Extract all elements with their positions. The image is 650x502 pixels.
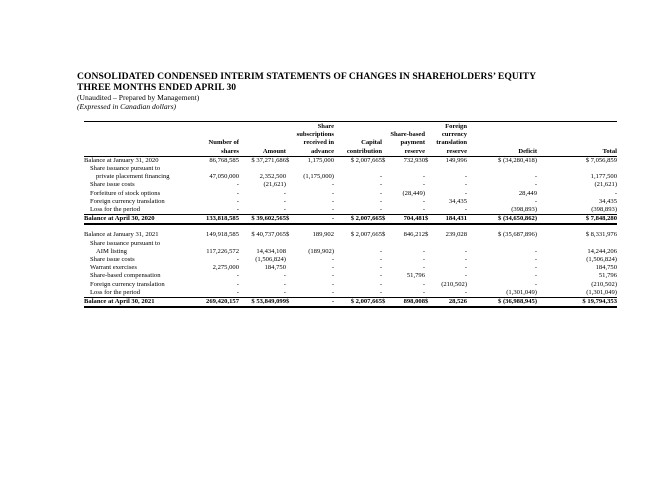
table-cell: 86,768,585 [209,156,239,164]
table-cell [537,165,617,173]
table-cell: 14,434,108 [256,247,286,255]
table-cell: 47,050,000 [209,173,239,181]
table-cell [286,198,296,206]
equity-table [84,123,617,308]
table-cell [382,173,392,181]
table-cell: - [379,256,383,264]
row-label: Balance at April 30, 2021 [84,298,192,308]
table-cell: - [534,272,538,280]
table-cell: (1,301,049) [586,288,618,296]
table-cell [382,165,392,173]
table-cell [392,165,425,173]
table-cell: $ [286,215,296,225]
table-cell: - [534,247,538,255]
row-label: Loss for the period [90,206,140,214]
table-cell: $ 7,056,859 [585,156,618,164]
table-cell [425,272,435,280]
table-row [84,165,617,173]
table-cell [286,190,296,198]
table-cell: - [464,173,468,181]
table-cell: - [534,280,538,288]
table-row [84,181,617,189]
table-top-rule [84,121,617,122]
table-cell: $ (34,650,862) [467,215,537,225]
table-cell: - [331,197,335,205]
table-cell [286,272,296,280]
table-cell: 2,352,500 [259,173,286,181]
table-cell: 184,431 [435,215,467,225]
table-header [84,123,617,156]
table-cell: - [534,256,538,264]
table-cell: - [379,189,383,197]
table-cell [382,272,392,280]
statement-title: CONSOLIDATED CONDENSED INTERIM STATEMENTS OF CHANGES IN SHAREHOLDERS’ EQUITY [77,71,537,82]
table-cell: $ 53,849,099 [239,298,286,308]
table-cell [425,198,435,206]
table-cell: - [464,247,468,255]
table-cell [425,256,435,264]
table-cell: - [379,247,383,255]
col-header-total: Total [537,123,617,156]
table-cell: - [236,206,239,214]
table-row [84,289,617,298]
table-cell: - [283,189,286,197]
table-cell: - [236,197,239,205]
table-cell: - [464,272,468,280]
table-cell [382,281,392,289]
row-label: Share issuance pursuant to [90,239,161,247]
table-cell: - [296,298,334,308]
statement-period: THREE MONTHS ENDED APRIL 30 [77,82,237,93]
table-cell: $ [425,156,429,164]
table-cell: 51,796 [598,272,618,280]
table-cell [286,165,296,173]
table-cell: - [422,256,426,264]
table-cell: $ 19,794,353 [537,298,617,308]
table-cell: 28,449 [518,189,538,197]
statement-header [77,71,536,111]
row-label: Balance at January 31, 2020 [84,156,159,164]
table-cell [286,289,296,298]
table-cell [382,198,392,206]
table-cell: - [464,288,468,296]
label-column-header [84,123,192,156]
table-cell: 704,481 [392,215,425,225]
table-cell [425,206,435,215]
table-cell: - [534,197,538,205]
table-cell: - [236,288,239,296]
table-cell [392,240,425,248]
table-cell [425,181,435,189]
table-cell: 1,175,000 [307,156,335,164]
table-cell: - [379,288,383,296]
table-cell: (21,621) [263,181,286,189]
table-cell [239,240,286,248]
table-cell: - [331,189,335,197]
table-cell: 149,996 [445,156,468,164]
table-cell: - [422,288,426,296]
table-cell: $ [382,156,386,164]
table-cell [425,240,435,248]
table-cell: - [534,264,538,272]
table-cell: - [331,288,335,296]
table-cell: - [236,256,239,264]
col-header-deficit: Deficit [467,123,537,156]
table-cell: - [379,181,383,189]
table-cell: - [236,272,239,280]
table-cell: - [464,264,468,272]
table-cell [382,181,392,189]
table-cell [467,165,537,173]
row-label: private placement financing [96,173,170,181]
balance-total-row [84,215,617,225]
table-cell: - [422,206,426,214]
table-cell: $ 8,331,976 [585,231,618,239]
table-cell: - [331,264,335,272]
table-cell: 14,244,206 [587,247,618,255]
table-cell: 51,796 [406,272,426,280]
table-cell [537,240,617,248]
table-cell: - [422,247,426,255]
statement-currency-note: (Expressed in Canadian dollars) [77,102,177,111]
table-cell: $ 37,271,686 [251,156,286,164]
table-cell: - [614,189,618,197]
table-cell: $ 2,007,665 [334,298,382,308]
table-cell [334,165,382,173]
table-body [84,156,617,307]
table-cell: $ [286,156,290,164]
table-cell: - [236,189,239,197]
table-row [84,173,617,181]
table-row [84,248,617,256]
table-cell: - [331,280,335,288]
table-cell [425,281,435,289]
table-cell: 28,526 [435,298,467,308]
table-cell [192,240,239,248]
table-row [84,264,617,272]
table-cell [334,240,382,248]
table-cell: 184,750 [595,264,618,272]
row-label: Share issue costs [90,181,135,189]
table-cell: 2,275,000 [212,264,239,272]
table-cell: - [422,173,426,181]
table-cell: $ [425,298,435,308]
table-cell [382,248,392,256]
table-cell [286,206,296,215]
table-cell [286,240,296,248]
table-cell [296,240,334,248]
table-cell: (189,902) [308,247,335,255]
table-cell: - [331,206,335,214]
table-cell: $ (34,280,418) [498,156,538,164]
row-label: Share issuance pursuant to [90,165,161,173]
statement-note: (Unaudited – Prepared by Management) [77,93,200,102]
col-header-share-subscriptions: Share subscriptions received in advance [286,123,334,156]
table-cell: (28,449) [402,189,426,197]
table-cell: - [379,264,383,272]
table-cell [425,248,435,256]
table-cell: $ [286,231,290,239]
table-cell: 1,177,500 [590,173,618,181]
table-cell: $ [286,298,296,308]
table-cell: - [534,173,538,181]
table-cell: - [331,256,335,264]
table-cell: - [422,197,426,205]
table-cell: - [379,197,383,205]
table-cell: $ 40,737,065 [251,231,286,239]
col-header-capital-contribution: Capital contribution [334,123,382,156]
table-cell [192,165,239,173]
table-cell: 189,902 [312,231,335,239]
table-cell: - [464,189,468,197]
table-cell: (1,506,824) [255,256,286,264]
table-row [84,281,617,289]
table-cell: (210,502) [591,280,618,288]
table-cell: $ 2,007,665 [350,156,383,164]
table-cell: - [283,288,286,296]
table-row [84,156,617,165]
table-cell: $ 2,007,665 [350,231,383,239]
table-cell: 149,918,585 [206,231,239,239]
table-cell: 732,930 [403,156,426,164]
table-cell: - [236,280,239,288]
row-label: Balance at April 30, 2020 [84,215,192,225]
table-cell: 898,008 [392,298,425,308]
table-cell: $ 39,602,565 [239,215,286,225]
col-header-number-of-shares: Number of shares [192,123,239,156]
row-label: Share-based compensation [90,272,161,280]
col-header-foreign-currency-reserve: Foreign currency translation reserve [425,123,467,156]
table-cell [239,165,286,173]
table-cell: 117,226,572 [206,247,239,255]
table-cell: $ [425,231,429,239]
table-cell: - [296,215,334,225]
table-cell: (398,893) [591,206,618,214]
row-label: Foreign currency translation [90,197,165,205]
table-cell [425,190,435,198]
table-cell: 34,435 [598,197,618,205]
table-cell: (1,506,824) [586,256,618,264]
table-cell [382,240,392,248]
table-cell: 184,750 [264,264,286,272]
col-header-share-based-payment-reserve: Share-based payment reserve [382,123,425,156]
table-cell: $ (35,687,896) [498,231,538,239]
table-cell: - [283,197,286,205]
table-cell: 239,028 [445,231,468,239]
table-cell: - [534,181,538,189]
table-cell [425,289,435,298]
table-cell: - [464,206,468,214]
table-cell: - [379,280,383,288]
table-cell [286,181,296,189]
table-cell: - [422,181,426,189]
table-cell [425,173,435,181]
table-cell: 846,212 [403,231,426,239]
table-row [84,240,617,248]
table-cell: $ [425,215,435,225]
table-cell: - [422,264,426,272]
table-cell [435,240,467,248]
table-row [84,206,617,215]
table-cell [382,264,392,272]
table-row [84,231,617,239]
table-cell [382,256,392,264]
table-cell: $ [382,298,392,308]
table-cell [435,165,467,173]
table-cell [286,173,296,181]
table-cell: - [422,280,426,288]
table-cell [425,165,435,173]
table-cell: $ (36,988,945) [467,298,537,308]
table-cell: $ [382,231,386,239]
table-cell: $ 7,848,280 [537,215,617,225]
table-cell: (1,301,049) [506,288,538,296]
table-cell: - [331,272,335,280]
row-label: Share issue costs [90,256,135,264]
table-cell [425,264,435,272]
table-cell: $ [382,215,392,225]
table-cell: $ 2,007,665 [334,215,382,225]
table-cell: - [464,181,468,189]
table-cell: (1,175,000) [303,173,335,181]
table-cell [382,289,392,298]
table-cell [286,256,296,264]
table-cell: 269,420,157 [192,298,239,308]
table-row [84,272,617,280]
row-label: Loss for the period [90,288,140,296]
table-cell [382,206,392,215]
balance-total-row [84,298,617,308]
section-spacer [84,224,617,231]
table-cell: (210,502) [441,280,468,288]
table-cell: - [283,280,286,288]
table-row [84,198,617,206]
table-cell [286,281,296,289]
table-cell [286,248,296,256]
table-cell: 34,435 [448,197,468,205]
table-cell: (398,893) [511,206,538,214]
table-cell: - [464,256,468,264]
table-cell: 133,818,585 [192,215,239,225]
table-row [84,256,617,264]
table-cell: (21,621) [594,181,618,189]
table-cell: - [379,272,383,280]
table-cell: - [236,181,239,189]
table-cell [296,165,334,173]
table-row [84,190,617,198]
table-cell: - [331,181,335,189]
table-cell: - [283,206,286,214]
row-label: AIM listing [96,247,127,255]
table-cell [382,190,392,198]
table-cell: - [379,206,383,214]
row-label: Warrant exercises [90,264,137,272]
table-cell [467,240,537,248]
table-cell: - [283,272,286,280]
col-header-amount: Amount [239,123,286,156]
table-cell: - [379,173,383,181]
row-label: Forfeiture of stock options [90,189,161,197]
row-label: Foreign currency translation [90,280,165,288]
row-label: Balance at January 31, 2021 [84,231,159,239]
table-cell [286,264,296,272]
